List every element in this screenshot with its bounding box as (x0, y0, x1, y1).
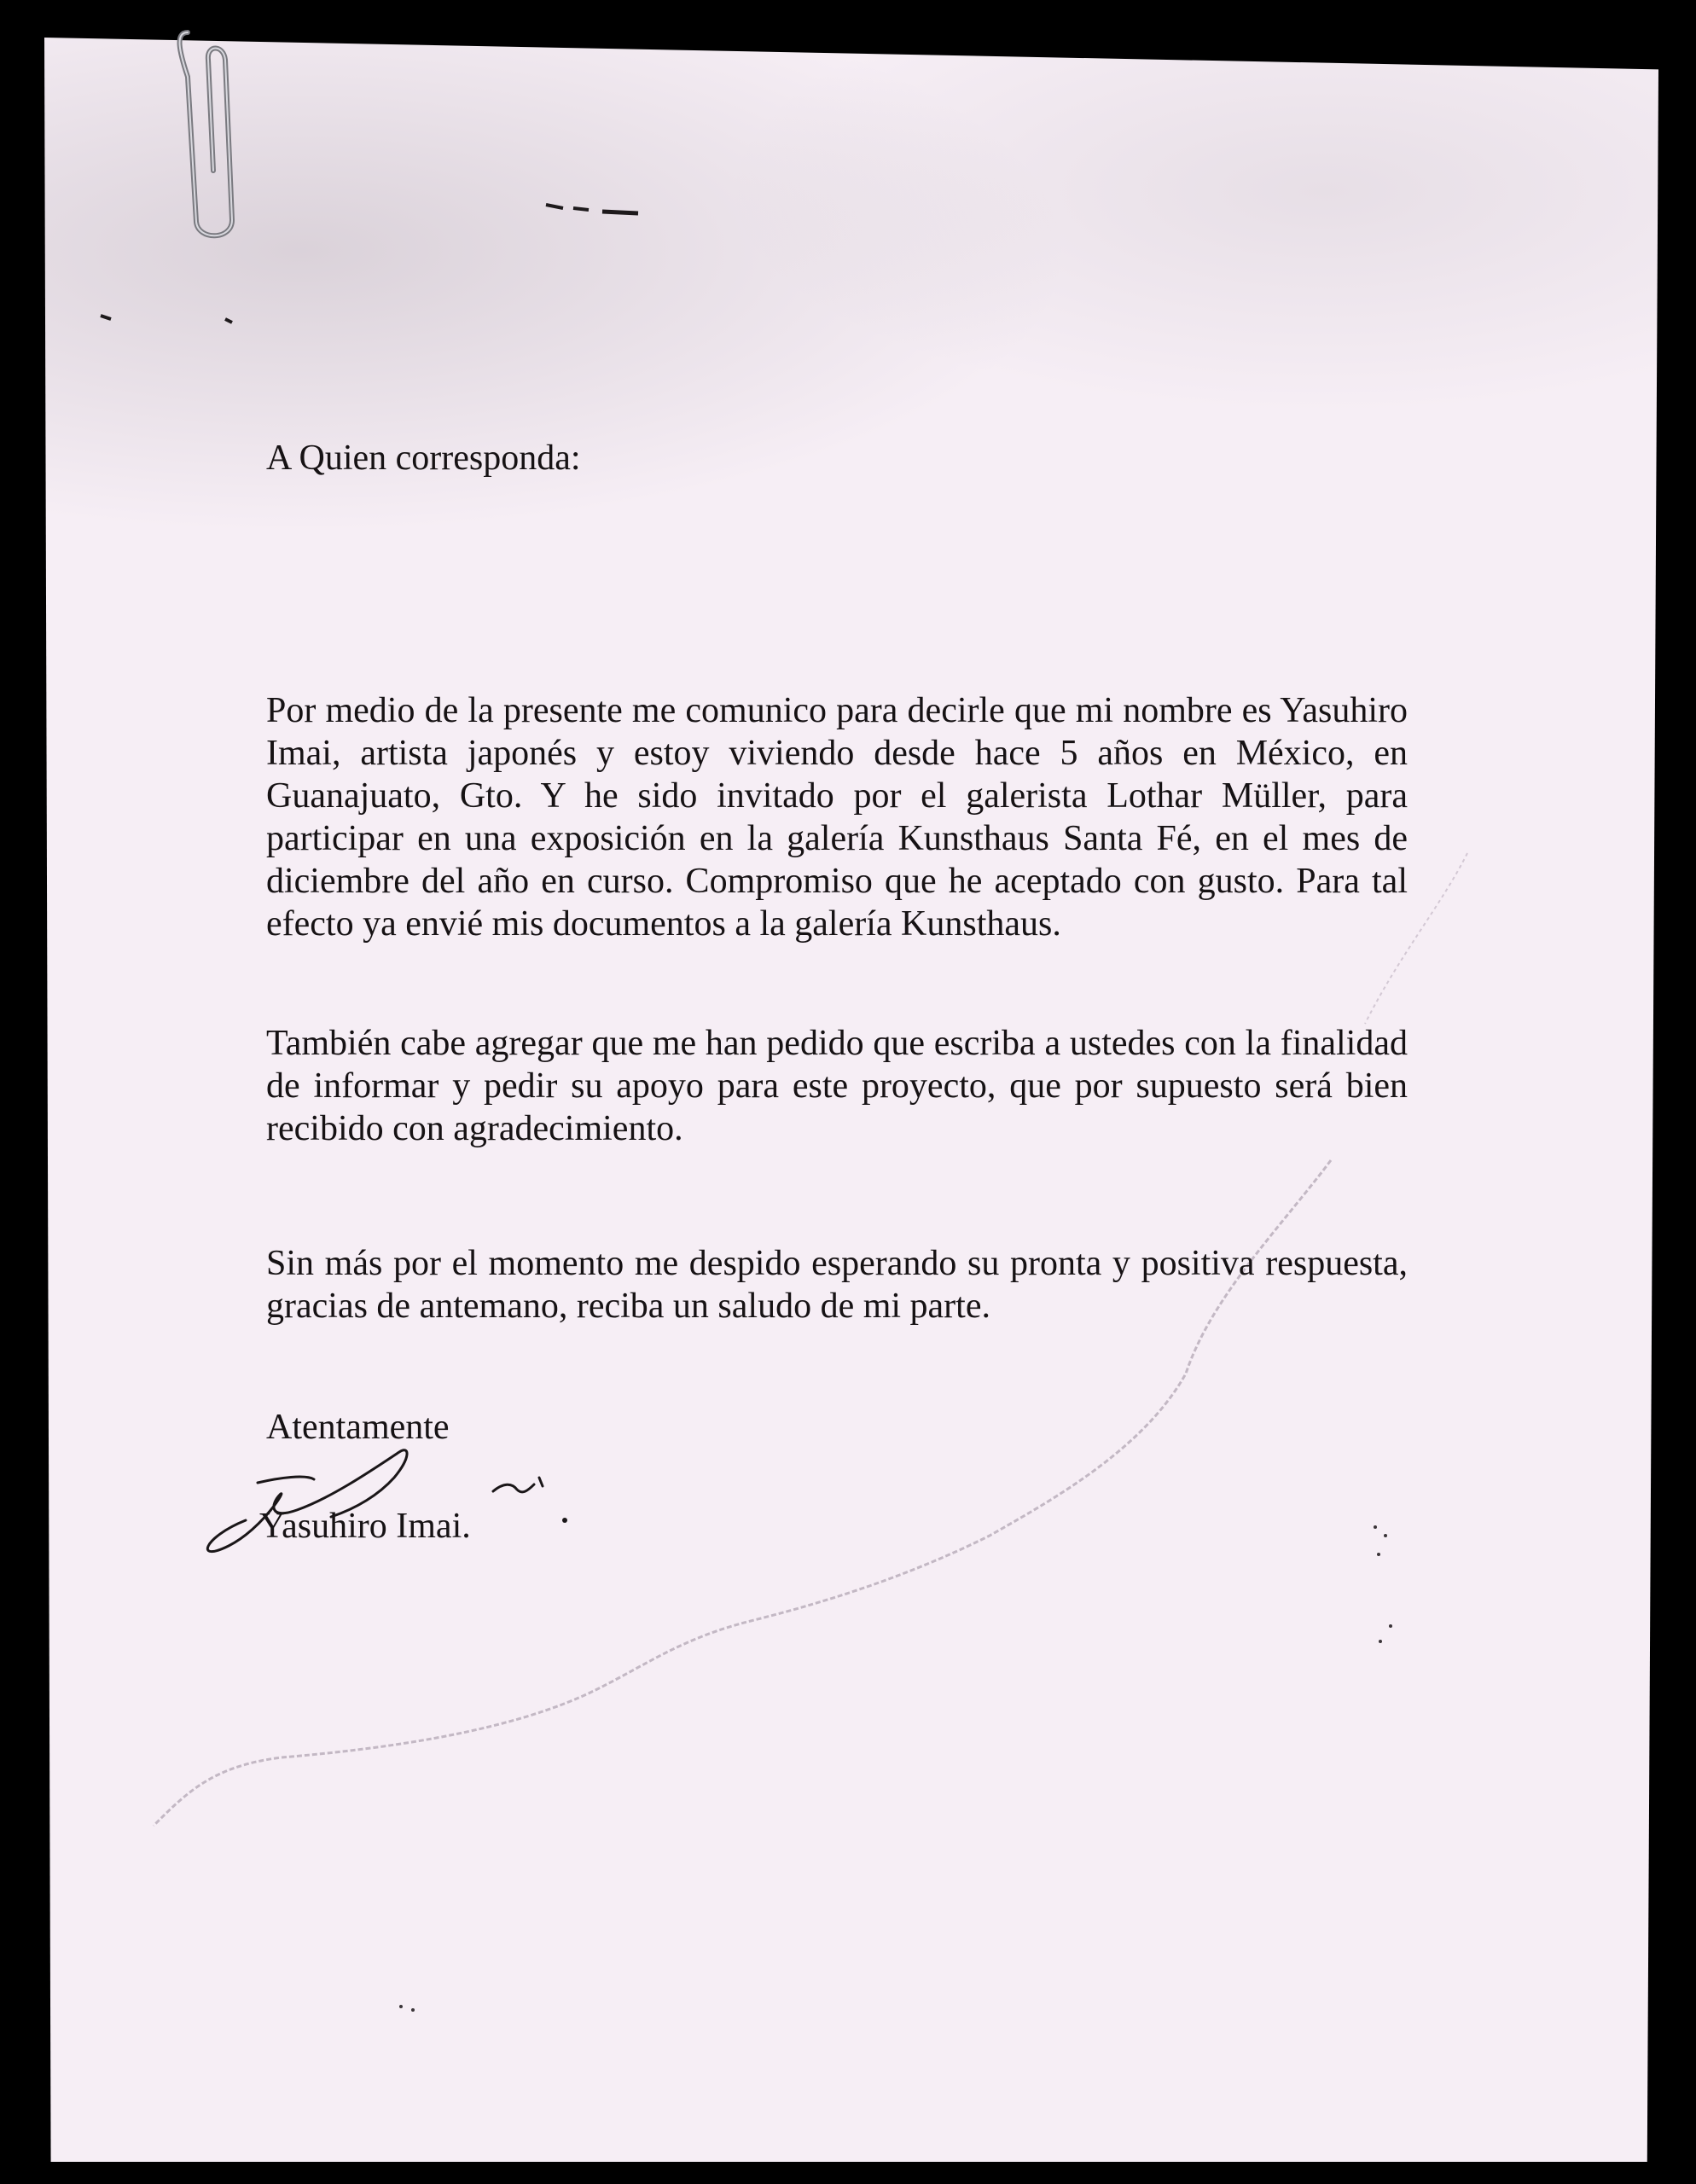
salutation: A Quien corresponda: (266, 439, 581, 478)
body-paragraph-1: Por medio de la presente me comunico para decirle que mi nombre es Yasuhiro Imai, artista japonés y estoy viviendo desde hace 5 años en México, en Guanajuato, Gto. Y he sido invitado por el galerista Lothar Müller, para participar en una exposición en la galería Kunsthaus Santa Fé, en el mes de diciembre del año en curso. Compromiso que he aceptado con gusto. Para tal efecto ya envié mis documentos a la galería Kunsthaus. (266, 691, 1408, 944)
body-paragraph-3: Sin más por el momento me despido esperando su pronta y positiva respuesta, gracias de antemano, reciba un saludo de mi parte. (266, 1244, 1408, 1326)
closing: Atentamente (266, 1408, 450, 1447)
paperclip-icon (171, 26, 256, 239)
signer-name: Yasuhiro Imai. (259, 1507, 471, 1546)
body-paragraph-2: También cabe agregar que me han pedido que escriba a ustedes con la finalidad de informar y pedir su apoyo para este proyecto, que por supuesto será bien recibido con agradecimiento. (266, 1024, 1408, 1148)
handwritten-signature (186, 1435, 587, 1554)
